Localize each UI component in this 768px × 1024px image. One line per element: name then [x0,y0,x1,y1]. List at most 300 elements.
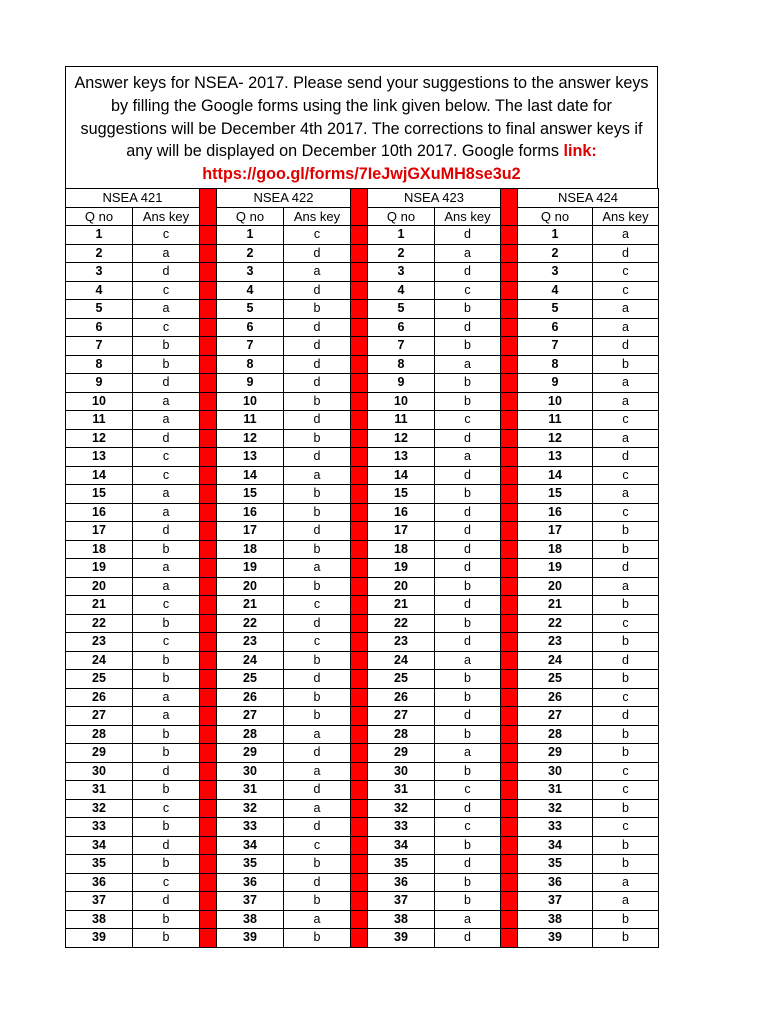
table-row [66,799,659,818]
separator-cell [501,559,518,578]
answer-cell: b [284,503,351,522]
answer-cell: d [133,263,200,282]
answer-cell: b [593,596,659,615]
question-number: 15 [66,485,133,504]
separator-cell [501,651,518,670]
answer-cell: c [435,781,501,800]
question-number: 1 [368,226,435,245]
answer-cell: b [133,818,200,837]
answer-cell: d [593,448,659,467]
answer-cell: a [133,559,200,578]
answer-cell: d [133,429,200,448]
question-number: 1 [66,226,133,245]
question-number: 39 [217,929,284,948]
answer-cell: d [435,263,501,282]
separator-cell [351,300,368,319]
separator-cell [501,318,518,337]
answer-cell: a [593,226,659,245]
answer-cell: c [133,281,200,300]
answer-cell: c [593,263,659,282]
answer-cell: d [435,466,501,485]
answer-cell: a [133,688,200,707]
answer-cell: a [435,448,501,467]
separator-cell [501,522,518,541]
question-number: 32 [217,799,284,818]
table-row [66,244,659,263]
table-row [66,226,659,245]
question-number: 33 [368,818,435,837]
separator-cell [351,855,368,874]
separator-cell [351,614,368,633]
question-number: 18 [518,540,593,559]
question-number: 34 [217,836,284,855]
separator-cell [501,226,518,245]
answer-cell: d [284,781,351,800]
table-row [66,337,659,356]
question-number: 29 [518,744,593,763]
question-number: 27 [368,707,435,726]
answer-cell: d [284,411,351,430]
answer-cell: d [133,374,200,393]
answer-cell: d [284,818,351,837]
separator-cell [501,429,518,448]
separator-cell [351,244,368,263]
answer-cell: d [435,429,501,448]
question-number: 25 [217,670,284,689]
table-row [66,503,659,522]
question-number: 16 [217,503,284,522]
answer-rows [66,226,659,948]
question-number: 29 [217,744,284,763]
question-number: 28 [368,725,435,744]
separator-cell [200,559,217,578]
answer-cell: b [435,300,501,319]
answer-cell: c [593,781,659,800]
answer-cell: b [133,725,200,744]
answer-cell: b [133,337,200,356]
answer-cell: b [593,522,659,541]
question-number: 11 [217,411,284,430]
answer-cell: c [435,281,501,300]
answer-cell: c [133,466,200,485]
separator-cell [200,374,217,393]
question-number: 29 [66,744,133,763]
separator-cell [501,744,518,763]
notice-line-4 [72,140,651,163]
question-number: 38 [217,910,284,929]
question-number: 8 [217,355,284,374]
separator-cell [351,651,368,670]
answer-cell: d [593,707,659,726]
answer-cell: a [284,910,351,929]
question-number: 31 [368,781,435,800]
question-number: 9 [518,374,593,393]
question-number: 3 [368,263,435,282]
separator-cell [351,892,368,911]
answer-cell: b [435,485,501,504]
answer-cell: d [435,633,501,652]
question-number: 20 [368,577,435,596]
question-number: 18 [217,540,284,559]
question-number: 11 [518,411,593,430]
answer-cell: b [284,429,351,448]
table-row [66,281,659,300]
separator-cell [351,725,368,744]
answer-cell: d [284,337,351,356]
table-row [66,929,659,948]
table-row [66,725,659,744]
separator-cell [200,725,217,744]
separator-cell [501,614,518,633]
answer-cell: a [133,707,200,726]
question-number: 20 [217,577,284,596]
separator-cell [200,577,217,596]
question-number: 9 [368,374,435,393]
separator-cell [200,910,217,929]
separator-cell [501,892,518,911]
separator-cell [501,392,518,411]
separator-cell [351,762,368,781]
separator-cell [200,670,217,689]
question-number: 22 [518,614,593,633]
question-number: 39 [368,929,435,948]
paper-title-423: NSEA 423 [368,189,501,208]
answer-cell: b [284,892,351,911]
separator-cell [351,392,368,411]
answer-cell: d [284,244,351,263]
answer-cell: b [133,614,200,633]
table-row [66,818,659,837]
question-number: 17 [368,522,435,541]
answer-cell: a [133,485,200,504]
q-no-header: Q no [518,207,593,226]
answer-cell: b [435,374,501,393]
separator-cell [351,929,368,948]
separator-cell [501,374,518,393]
answer-cell: c [284,633,351,652]
question-number: 18 [66,540,133,559]
question-number: 5 [518,300,593,319]
separator-cell [200,707,217,726]
answer-cell: b [284,855,351,874]
question-number: 35 [518,855,593,874]
question-number: 37 [518,892,593,911]
answer-cell: d [435,707,501,726]
table-row [66,651,659,670]
answer-cell: c [133,633,200,652]
answer-cell: b [593,540,659,559]
question-number: 36 [518,873,593,892]
paper-title-422: NSEA 422 [217,189,351,208]
separator-cell [501,596,518,615]
question-number: 27 [66,707,133,726]
answer-cell: d [593,244,659,263]
separator-cell [200,855,217,874]
answer-cell: a [435,910,501,929]
question-number: 10 [217,392,284,411]
question-number: 15 [368,485,435,504]
paper-title-424: NSEA 424 [518,189,659,208]
answer-cell: c [593,281,659,300]
answer-cell: a [435,355,501,374]
question-number: 24 [217,651,284,670]
question-number: 24 [518,651,593,670]
answer-cell: b [284,577,351,596]
separator-cell [351,263,368,282]
separator-cell [351,910,368,929]
question-number: 7 [66,337,133,356]
answer-cell: d [435,596,501,615]
question-number: 19 [368,559,435,578]
answer-cell: a [133,244,200,263]
question-number: 38 [368,910,435,929]
separator-cell [351,707,368,726]
notice-line-2: by filling the Google forms using the link given below. The last date for [111,96,612,115]
answer-cell: b [435,670,501,689]
answer-cell: a [133,392,200,411]
answer-cell: a [435,651,501,670]
separator-cell [501,485,518,504]
separator-cell [200,429,217,448]
separator-cell [351,873,368,892]
question-number: 26 [66,688,133,707]
answer-cell: d [133,522,200,541]
answer-cell: d [435,855,501,874]
table-row [66,855,659,874]
answer-cell: a [593,892,659,911]
answer-cell: c [284,836,351,855]
question-number: 7 [217,337,284,356]
table-row [66,392,659,411]
separator-cell [351,522,368,541]
separator-cell [351,318,368,337]
answer-cell: d [284,744,351,763]
answer-cell: c [593,818,659,837]
question-number: 12 [217,429,284,448]
answer-cell: d [284,522,351,541]
question-number: 6 [217,318,284,337]
answer-cell: a [284,799,351,818]
question-number: 35 [368,855,435,874]
question-number: 19 [66,559,133,578]
separator-cell [501,540,518,559]
answer-cell: d [284,873,351,892]
question-number: 23 [518,633,593,652]
question-number: 23 [66,633,133,652]
notice-line-3: suggestions will be December 4th 2017. The corrections to final answer keys if [80,119,643,138]
separator-cell [200,781,217,800]
answer-cell: b [593,670,659,689]
answer-cell: b [593,910,659,929]
question-number: 23 [217,633,284,652]
answer-cell: b [284,300,351,319]
answer-cell: b [133,910,200,929]
separator-cell [351,744,368,763]
question-number: 30 [368,762,435,781]
separator-column [501,189,518,226]
separator-cell [200,485,217,504]
answer-cell: c [133,226,200,245]
answer-cell: b [284,929,351,948]
question-number: 6 [518,318,593,337]
answer-cell: c [133,596,200,615]
question-number: 37 [368,892,435,911]
question-number: 8 [66,355,133,374]
answer-cell: b [435,873,501,892]
answer-cell: a [133,411,200,430]
separator-cell [200,651,217,670]
table-row [66,485,659,504]
separator-cell [351,781,368,800]
question-number: 2 [66,244,133,263]
answer-cell: a [284,559,351,578]
question-number: 14 [518,466,593,485]
answer-cell: a [593,374,659,393]
answer-cell: a [593,300,659,319]
answer-cell: c [284,226,351,245]
separator-cell [501,725,518,744]
question-number: 39 [518,929,593,948]
separator-cell [501,688,518,707]
table-row [66,614,659,633]
answer-cell: b [593,855,659,874]
table-row [66,633,659,652]
question-number: 15 [217,485,284,504]
table-row [66,263,659,282]
question-number: 4 [66,281,133,300]
question-number: 38 [66,910,133,929]
question-number: 13 [368,448,435,467]
answer-cell: d [133,762,200,781]
separator-cell [501,670,518,689]
question-number: 38 [518,910,593,929]
q-no-header: Q no [368,207,435,226]
answer-cell: c [593,762,659,781]
question-number: 30 [66,762,133,781]
separator-cell [501,281,518,300]
question-number: 36 [217,873,284,892]
answer-cell: d [435,929,501,948]
question-number: 12 [66,429,133,448]
separator-cell [501,337,518,356]
answer-cell: d [435,503,501,522]
table-row [66,577,659,596]
separator-cell [200,633,217,652]
separator-cell [351,540,368,559]
answer-cell: d [284,614,351,633]
separator-cell [200,818,217,837]
question-number: 21 [368,596,435,615]
separator-cell [200,762,217,781]
question-number: 31 [518,781,593,800]
question-number: 10 [518,392,593,411]
question-number: 1 [217,226,284,245]
question-number: 30 [518,762,593,781]
answer-cell: a [133,577,200,596]
table-row [66,318,659,337]
question-number: 35 [217,855,284,874]
question-number: 28 [217,725,284,744]
answer-cell: c [593,466,659,485]
question-number: 32 [66,799,133,818]
question-number: 30 [217,762,284,781]
answer-cell: b [593,355,659,374]
question-number: 8 [368,355,435,374]
question-number: 4 [217,281,284,300]
answer-cell: b [593,929,659,948]
separator-cell [351,485,368,504]
table-row [66,522,659,541]
answer-cell: a [284,263,351,282]
question-number: 37 [217,892,284,911]
separator-cell [501,577,518,596]
question-number: 6 [368,318,435,337]
separator-cell [200,466,217,485]
notice-box [65,66,658,188]
separator-cell [501,855,518,874]
question-number: 33 [66,818,133,837]
google-forms-link[interactable]: https://goo.gl/forms/7IeJwjGXuMH8se3u2 [202,165,521,184]
separator-cell [200,337,217,356]
table-row [66,448,659,467]
question-number: 33 [217,818,284,837]
answer-cell: b [435,836,501,855]
separator-cell [501,707,518,726]
separator-cell [200,244,217,263]
answer-cell: b [133,670,200,689]
separator-cell [501,836,518,855]
separator-cell [200,929,217,948]
question-number: 4 [518,281,593,300]
answer-cell: b [435,392,501,411]
separator-cell [200,836,217,855]
answer-cell: b [435,614,501,633]
question-number: 29 [368,744,435,763]
answer-cell: b [133,355,200,374]
separator-cell [200,263,217,282]
table-row [66,374,659,393]
answer-cell: b [133,855,200,874]
table-row [66,707,659,726]
notice-line-4-text: any will be displayed on December 10th 2017. Google forms [126,142,564,161]
separator-cell [351,799,368,818]
question-number: 12 [518,429,593,448]
answer-cell: d [284,355,351,374]
answer-cell: b [133,744,200,763]
question-number: 2 [217,244,284,263]
separator-cell [501,873,518,892]
separator-cell [351,337,368,356]
separator-cell [200,596,217,615]
answer-cell: d [593,559,659,578]
answer-cell: b [593,633,659,652]
link-label: link: [563,142,597,161]
answer-cell: d [435,540,501,559]
answer-cell: b [284,688,351,707]
separator-column [200,189,217,226]
answer-cell: d [284,374,351,393]
question-number: 3 [66,263,133,282]
answer-cell: c [133,448,200,467]
table-row [66,910,659,929]
ans-key-header: Ans key [284,207,351,226]
separator-cell [200,522,217,541]
question-number: 8 [518,355,593,374]
question-number: 10 [66,392,133,411]
question-number: 16 [66,503,133,522]
answer-cell: c [593,614,659,633]
answer-cell: b [435,725,501,744]
